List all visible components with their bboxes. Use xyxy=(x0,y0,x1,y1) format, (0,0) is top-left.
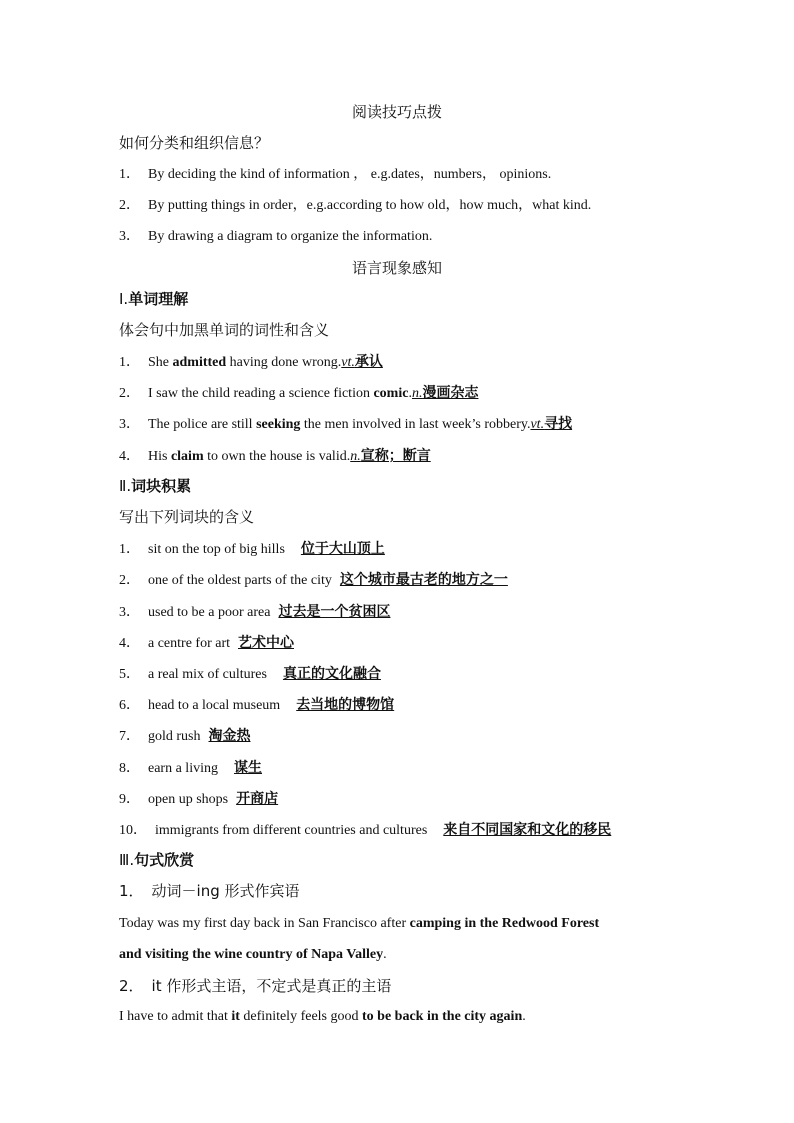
tip-item xyxy=(119,165,551,185)
bold-word: comic xyxy=(373,386,409,401)
roman-numeral: Ⅱ. xyxy=(119,477,132,495)
sentence-text: His xyxy=(148,449,171,464)
phrase-item xyxy=(119,820,611,841)
bold-word: claim xyxy=(170,449,204,464)
phrase-item xyxy=(119,570,508,591)
word-item xyxy=(119,414,572,435)
example-sentence-line xyxy=(119,1007,526,1027)
sentence-text: She xyxy=(148,355,173,370)
item-number: 7． xyxy=(119,729,140,744)
phrase-text: earn a living xyxy=(148,761,218,776)
phrase-answer: 谋生 xyxy=(233,760,262,776)
pattern-heading xyxy=(119,881,300,901)
phrase-answer: 这个城市最古老的地方之一 xyxy=(339,572,508,588)
word-item xyxy=(119,446,431,467)
phrase-text: sit on the top of big hills xyxy=(148,542,285,557)
phrase-item xyxy=(119,664,381,685)
phrase-answer: 过去是一个贫困区 xyxy=(278,604,391,620)
phrase-text: a centre for art xyxy=(148,636,230,651)
item-number: 5． xyxy=(119,667,140,682)
section-heading-phrases xyxy=(119,476,191,496)
phrase-text: one of the oldest parts of the city xyxy=(148,573,332,588)
bold-word: admitted xyxy=(172,355,227,370)
example-sentence-line xyxy=(119,914,599,934)
bold-phrase: to be back in the city again xyxy=(362,1009,523,1024)
phrase-text: used to be a poor area xyxy=(148,605,271,620)
item-text: By deciding the kind of information ， e.g.dates，numbers， opinions. xyxy=(148,167,552,182)
phrase-text: immigrants from different countries and cultures xyxy=(155,823,428,838)
item-number: 1． xyxy=(119,882,144,900)
pattern-text: 动词－ing 形式作宾语 xyxy=(151,882,300,900)
part-of-speech: n. xyxy=(411,386,423,401)
sentence-text: I have to admit that xyxy=(119,1009,232,1024)
roman-numeral: Ⅲ. xyxy=(119,851,135,869)
section-title-reading-tips: 阅读技巧点拨 xyxy=(351,103,442,121)
item-number: 2． xyxy=(119,573,140,588)
sentence-text: the men involved in last week’s robbery. xyxy=(300,417,531,432)
item-number: 9． xyxy=(119,792,140,807)
sentence-text: having done wrong. xyxy=(226,355,342,370)
pattern-heading xyxy=(119,976,391,996)
item-number: 3． xyxy=(119,417,140,432)
item-number: 1． xyxy=(119,167,140,182)
phrase-item xyxy=(119,602,390,623)
tip-item xyxy=(119,196,591,216)
item-number: 1． xyxy=(119,355,140,370)
section-heading-vocabulary xyxy=(119,289,188,309)
phrase-answer: 开商店 xyxy=(236,791,279,807)
sentence-text: definitely feels good xyxy=(239,1009,362,1024)
answer-blank xyxy=(530,416,572,432)
part-of-speech: vt. xyxy=(341,355,355,370)
phrase-item xyxy=(119,726,251,747)
item-number: 2． xyxy=(119,386,140,401)
question-heading: 如何分类和组织信息？ xyxy=(119,134,270,152)
answer-text: 宣称；断言 xyxy=(360,448,431,464)
phrase-answer: 淘金热 xyxy=(208,728,251,744)
bold-word: seeking xyxy=(256,417,301,432)
sentence-text: I saw the child reading a science fiction xyxy=(148,386,374,401)
section-heading-sentences xyxy=(119,850,194,870)
pattern-text: it 作形式主语，不定式是真正的主语 xyxy=(151,977,392,995)
sentence-text: . xyxy=(522,1009,526,1024)
phrase-answer: 真正的文化融合 xyxy=(282,666,381,682)
answer-text: 寻找 xyxy=(544,416,573,432)
sentence-text: The police are still xyxy=(148,417,257,432)
item-number: 1． xyxy=(119,542,140,557)
phrase-answer: 位于大山顶上 xyxy=(300,541,385,557)
heading-text: 句式欣赏 xyxy=(134,851,195,869)
phrase-item xyxy=(119,789,278,810)
word-item xyxy=(119,352,383,373)
bold-word: it xyxy=(231,1009,240,1024)
phrase-item xyxy=(119,539,385,560)
item-number: 4． xyxy=(119,636,140,651)
bold-phrase: camping in the Redwood Forest xyxy=(409,916,600,931)
section-title-language: 语言现象感知 xyxy=(351,259,442,277)
item-number: 2． xyxy=(119,198,140,213)
phrase-answer: 来自不同国家和文化的移民 xyxy=(443,822,612,838)
sentence-text: to own the house is valid. xyxy=(203,449,351,464)
answer-blank xyxy=(341,354,383,370)
phrase-text: gold rush xyxy=(148,729,201,744)
phrase-item xyxy=(119,758,262,779)
sentence-text: Today was my first day back in San Francisco after xyxy=(119,916,410,931)
answer-blank xyxy=(350,448,431,464)
item-number: 3． xyxy=(119,229,140,244)
phrase-item xyxy=(119,633,294,654)
heading-text: 单词理解 xyxy=(128,290,189,308)
item-number: 6． xyxy=(119,698,140,713)
phrase-text: head to a local museum xyxy=(148,698,281,713)
word-item xyxy=(119,383,478,404)
item-number: 8． xyxy=(119,761,140,776)
answer-text: 承认 xyxy=(354,354,383,370)
item-number: 2． xyxy=(119,977,144,995)
bold-phrase: and visiting the wine country of Napa Valley xyxy=(119,947,384,962)
heading-text: 词块积累 xyxy=(131,477,192,495)
answer-text: 漫画杂志 xyxy=(422,385,479,401)
sentence-text: . xyxy=(408,386,412,401)
phrase-text: open up shops xyxy=(148,792,229,807)
part-of-speech: n. xyxy=(350,449,361,464)
part-of-speech: vt. xyxy=(530,417,545,432)
item-text: By drawing a diagram to organize the information. xyxy=(148,229,433,244)
item-number: 4． xyxy=(119,449,140,464)
instruction-text: 写出下列词块的含义 xyxy=(119,508,255,526)
phrase-answer: 艺术中心 xyxy=(238,635,294,651)
tip-item xyxy=(119,227,432,247)
sentence-text: . xyxy=(383,947,387,962)
phrase-text: a real mix of cultures xyxy=(148,667,267,682)
phrase-item xyxy=(119,695,394,716)
example-sentence-line xyxy=(119,945,387,965)
answer-blank xyxy=(412,385,479,401)
roman-numeral: Ⅰ. xyxy=(119,290,129,308)
item-number: 3． xyxy=(119,605,140,620)
item-text: By putting things in order，e.g.according to how old，how much，what kind. xyxy=(148,198,592,213)
item-number: 10． xyxy=(119,823,147,838)
instruction-text: 体会句中加黑单词的词性和含义 xyxy=(119,321,330,339)
phrase-answer: 去当地的博物馆 xyxy=(296,697,395,713)
